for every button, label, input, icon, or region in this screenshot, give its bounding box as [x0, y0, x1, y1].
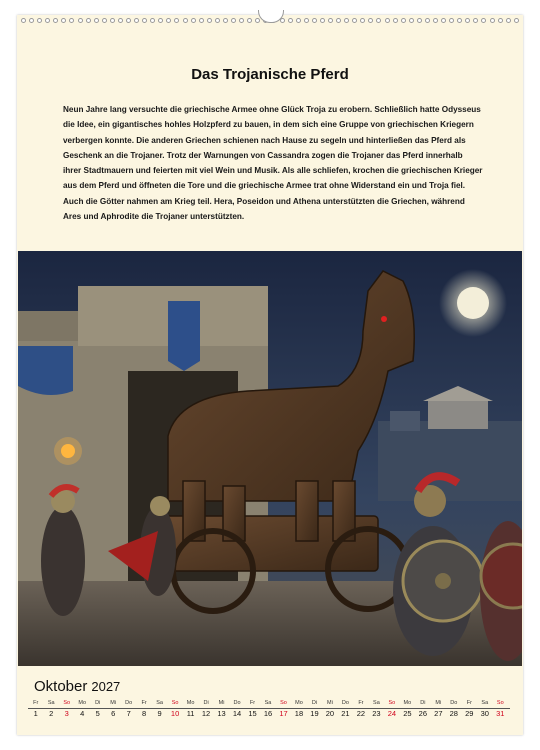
- day-number: 27: [434, 709, 443, 718]
- day-number: 25: [403, 709, 412, 718]
- calendar-day: [105, 699, 120, 725]
- trojan-horse-illustration: [18, 251, 522, 666]
- day-number: 30: [480, 709, 489, 718]
- calendar-day: [291, 699, 306, 725]
- weekday-label: So: [171, 700, 179, 706]
- binding-ring: [457, 18, 462, 23]
- weekday-label: Fr: [249, 700, 256, 706]
- calendar-day: [214, 699, 229, 725]
- calendar-day: [276, 699, 291, 725]
- calendar-day: [307, 699, 322, 725]
- day-number: 8: [142, 709, 147, 718]
- year-label: 2027: [91, 679, 121, 694]
- binding-ring: [409, 18, 414, 23]
- binding-ring: [191, 18, 196, 23]
- binding-ring: [142, 18, 147, 23]
- month-name: Oktober: [34, 678, 88, 695]
- calendar-day: [183, 699, 198, 725]
- binding-ring: [473, 18, 478, 23]
- binding-ring: [288, 18, 293, 23]
- binding-ring: [393, 18, 398, 23]
- binding-ring: [183, 18, 188, 23]
- weekday-label: Sa: [264, 700, 272, 706]
- weekday-label: Fr: [466, 700, 472, 706]
- binding-ring: [21, 18, 26, 23]
- day-number: 20: [325, 709, 335, 718]
- binding-ring: [425, 18, 430, 23]
- binding-ring: [344, 18, 349, 23]
- day-number: 13: [217, 709, 226, 718]
- day-number: 24: [387, 709, 397, 718]
- day-number: 31: [496, 709, 505, 718]
- calendar-day: [28, 699, 43, 725]
- day-number: 11: [186, 709, 195, 718]
- weekday-label: So: [63, 700, 71, 706]
- calendar-day: [353, 699, 368, 725]
- binding-ring: [352, 18, 357, 23]
- weekday-label: Fr: [33, 700, 39, 706]
- calendar-day: [462, 699, 477, 725]
- weekday-label: Do: [125, 700, 133, 706]
- day-number: 4: [80, 709, 85, 718]
- binding-ring: [158, 18, 163, 23]
- day-number: 22: [356, 709, 366, 718]
- weekday-label: Fr: [141, 700, 147, 706]
- moon: [457, 287, 489, 319]
- day-number: 14: [232, 709, 242, 718]
- binding-ring: [231, 18, 236, 23]
- binding-ring: [215, 18, 220, 23]
- binding-ring: [239, 18, 244, 23]
- binding-ring: [506, 18, 511, 23]
- binding-ring: [320, 18, 325, 23]
- weekday-label: So: [496, 700, 504, 706]
- binding-ring: [401, 18, 406, 23]
- binding-ring: [360, 18, 365, 23]
- binding-ring: [223, 18, 228, 23]
- weekday-label: Mi: [110, 700, 117, 706]
- day-number: 21: [341, 709, 350, 718]
- binding-ring: [304, 18, 309, 23]
- day-number: 10: [170, 709, 180, 718]
- binding-ring: [53, 18, 58, 23]
- weekday-label: Sa: [156, 700, 163, 706]
- binding-ring: [94, 18, 99, 23]
- month-label: [34, 678, 120, 695]
- calendar-grid: [28, 699, 508, 725]
- day-number: 3: [64, 709, 69, 718]
- day-number: 16: [263, 709, 273, 718]
- binding-ring: [166, 18, 171, 23]
- calendar-day: [229, 699, 244, 725]
- binding-ring: [336, 18, 341, 23]
- weekday-label: Mo: [186, 700, 195, 706]
- binding-ring: [102, 18, 107, 23]
- binding-ring: [490, 18, 495, 23]
- weekday-label: Sa: [373, 700, 380, 706]
- weekday-label: Di: [203, 700, 209, 706]
- weekday-label: Mo: [78, 700, 87, 706]
- binding-ring: [328, 18, 333, 23]
- weekday-label: Mi: [435, 700, 442, 706]
- day-number: 6: [111, 709, 116, 718]
- binding-ring: [110, 18, 115, 23]
- binding-ring: [368, 18, 373, 23]
- story-text: Neun Jahre lang versuchte die griechische Armee ohne Glück Troja zu erobern. Schließlich hatte Odysseus die Idee, ein gigantisches hohles Holzpferd zu bauen, in dem sich eine Gruppe von griechischen Kriegern verbergen konnte. Die anderen Griechen schienen nach Hause zu segeln und hinterließen das Pferd als Geschenk an die Trojaner. Trotz der Warnungen von Cassandra zogen die Trojaner das Pferd innerhalb ihrer Stadtmauern und feierten mit viel Wein und Musik. Als alle schliefen, krochen die griechischen Krieger aus dem Pferd und öffneten die Tore und die griechische Armee trat ohne Widerstand ein und Troja fiel. Auch die Götter nahmen am Krieg teil. Hera, Poseidon und Athena unterstützten die Griechen, während Ares und Aphrodite die Trojaner unterstützten.: [63, 105, 483, 222]
- binding-ring: [385, 18, 390, 23]
- binding-ring: [199, 18, 204, 23]
- day-number: 5: [95, 709, 100, 718]
- binding-ring: [498, 18, 503, 23]
- calendar-day: [74, 699, 89, 725]
- calendar-day: [245, 699, 260, 725]
- day-number: 28: [449, 709, 458, 718]
- binding-ring: [417, 18, 422, 23]
- calendar-day: [152, 699, 167, 725]
- day-number: 23: [372, 709, 381, 718]
- calendar-day: [43, 699, 58, 725]
- binding-ring: [312, 18, 317, 23]
- calendar-day: [167, 699, 182, 725]
- day-number: 29: [465, 709, 474, 718]
- calendar-day: [477, 699, 492, 725]
- binding-ring: [465, 18, 470, 23]
- calendar-day: [121, 699, 136, 725]
- weekday-label: Mi: [327, 700, 333, 706]
- binding-ring: [61, 18, 66, 23]
- binding-ring: [449, 18, 454, 23]
- day-number: 7: [126, 709, 131, 718]
- day-number: 17: [279, 709, 288, 718]
- binding-ring: [150, 18, 155, 23]
- weekday-label: Do: [450, 700, 458, 706]
- binding-ring: [78, 18, 83, 23]
- calendar-day: [400, 699, 415, 725]
- day-number: 2: [49, 709, 54, 718]
- binding-ring: [296, 18, 301, 23]
- calendar-day: [431, 699, 446, 725]
- weekday-label: Sa: [47, 700, 55, 706]
- weekday-label: Mi: [218, 700, 225, 706]
- day-number: 9: [157, 709, 162, 718]
- calendar-day: [338, 699, 353, 725]
- weekday-label: Di: [420, 700, 426, 706]
- calendar-day: [446, 699, 461, 725]
- weekday-label: So: [280, 700, 287, 706]
- binding-ring: [433, 18, 438, 23]
- calendar-day: [369, 699, 384, 725]
- binding-ring: [174, 18, 179, 23]
- binding-ring: [69, 18, 74, 23]
- weekday-label: Do: [233, 700, 241, 706]
- weekday-label: So: [388, 700, 396, 706]
- weekday-label: Di: [95, 700, 101, 706]
- day-number: 1: [33, 709, 38, 718]
- calendar-day: [59, 699, 74, 725]
- page-title: Das Trojanische Pferd: [191, 66, 349, 83]
- weekday-label: Mo: [295, 700, 303, 706]
- binding-ring: [481, 18, 486, 23]
- day-number: 18: [294, 709, 304, 718]
- day-number: 19: [310, 709, 319, 718]
- day-number: 12: [201, 709, 211, 718]
- weekday-label: Sa: [481, 700, 489, 706]
- calendar-day: [322, 699, 337, 725]
- day-number: 15: [248, 709, 257, 718]
- binding-ring: [126, 18, 131, 23]
- binding-ring: [247, 18, 252, 23]
- binding-ring: [37, 18, 42, 23]
- binding-ring: [118, 18, 123, 23]
- calendar-day: [136, 699, 151, 725]
- binding-ring: [514, 18, 519, 23]
- weekday-label: Di: [311, 700, 318, 706]
- calendar-day: [384, 699, 399, 725]
- calendar-day: [198, 699, 213, 725]
- weekday-label: Do: [341, 700, 349, 706]
- binding-ring: [29, 18, 34, 23]
- weekday-label: Fr: [358, 700, 364, 706]
- calendar-day: [493, 699, 508, 725]
- binding-ring: [134, 18, 139, 23]
- binding-ring: [207, 18, 212, 23]
- binding-ring: [45, 18, 50, 23]
- weekday-label: Mo: [403, 700, 412, 706]
- binding-ring: [441, 18, 446, 23]
- calendar-day: [260, 699, 275, 725]
- calendar-day: [415, 699, 430, 725]
- calendar-day: [90, 699, 105, 725]
- binding-ring: [376, 18, 381, 23]
- binding-ring: [86, 18, 91, 23]
- day-number: 26: [418, 709, 428, 718]
